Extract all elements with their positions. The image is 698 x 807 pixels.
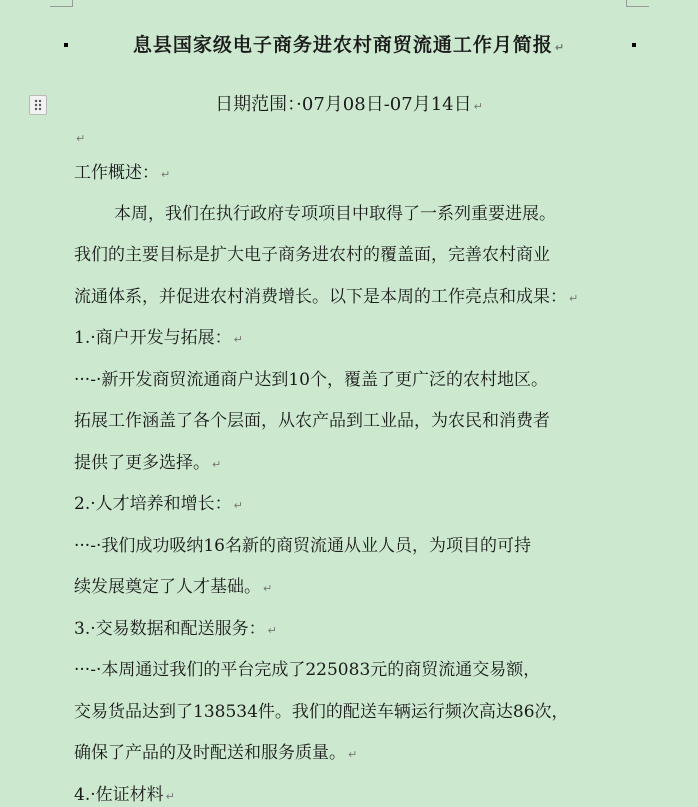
- return-arrow-icon: ↵: [76, 132, 86, 145]
- return-arrow-icon: ↵: [212, 458, 222, 471]
- list-heading: 1.·商户开发与拓展： ↵: [74, 328, 243, 348]
- paragraph-line: 交易货品达到了138534件。我们的配送车辆运行频次高达86次，: [74, 702, 569, 722]
- paragraph-line: 我们的主要目标是扩大电子商务进农村的覆盖面，完善农村商业: [74, 245, 550, 265]
- return-arrow-icon: ↵: [267, 624, 277, 637]
- return-arrow-icon: ↵: [554, 41, 566, 54]
- paragraph-line: 续发展奠定了人才基础。 ↵: [74, 577, 273, 597]
- crop-mark-top-right: [626, 0, 649, 7]
- document-title: 息县国家级电子商务进农村商贸流通工作月简报 ↵: [132, 34, 566, 56]
- return-arrow-icon: ↵: [473, 100, 483, 113]
- return-arrow-icon: ↵: [161, 168, 171, 181]
- return-arrow-icon: ↵: [165, 790, 175, 803]
- list-heading: 4.·佐证材料 ↵: [74, 785, 175, 805]
- paragraph-line: 工作概述： ↵: [74, 163, 171, 183]
- return-arrow-icon: ↵: [233, 333, 243, 346]
- return-arrow-icon: ↵: [348, 748, 358, 761]
- return-arrow-icon: ↵: [569, 292, 579, 305]
- return-arrow-icon: ↵: [233, 499, 243, 512]
- list-heading: 3.·交易数据和配送服务： ↵: [74, 619, 277, 639]
- table-move-handle[interactable]: [29, 95, 47, 115]
- paragraph-line: ···-·本周通过我们的平台完成了225083元的商贸流通交易额，: [74, 660, 541, 680]
- paragraph-line: ···-·新开发商贸流通商户达到10个，覆盖了更广泛的农村地区。: [74, 370, 548, 390]
- paragraph-line: 流通体系，并促进农村消费增长。以下是本周的工作亮点和成果： ↵: [74, 287, 579, 307]
- paragraph-line: 本周，我们在执行政府专项项目中取得了一系列重要进展。: [114, 204, 556, 224]
- drag-handle-icon: [33, 99, 43, 111]
- paragraph-line: 提供了更多选择。 ↵: [74, 453, 222, 473]
- list-heading: 2.·人才培养和增长： ↵: [74, 494, 243, 514]
- return-arrow-icon: ↵: [263, 582, 273, 595]
- crop-mark-top-left: [50, 0, 73, 7]
- paragraph-line: 拓展工作涵盖了各个层面，从农产品到工业品，为农民和消费者: [74, 411, 550, 431]
- date-range: 日期范围：·07月08日-07月14日 ↵: [215, 94, 483, 115]
- paragraph-line: 确保了产品的及时配送和服务质量。 ↵: [74, 743, 358, 763]
- paragraph-line: ···-·我们成功吸纳16名新的商贸流通从业人员，为项目的可持: [74, 536, 531, 556]
